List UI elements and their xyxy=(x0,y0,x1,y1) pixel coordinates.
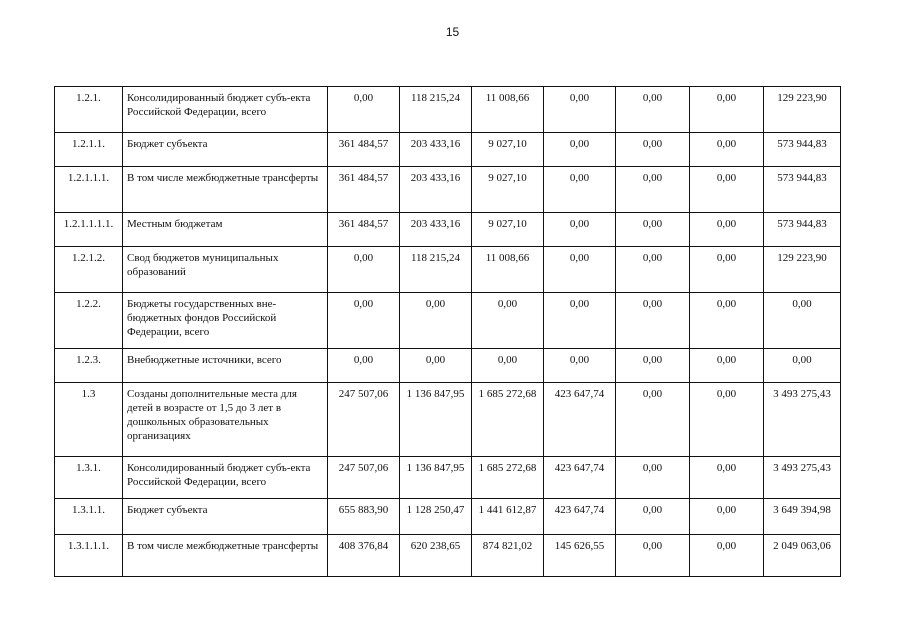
budget-table xyxy=(54,86,841,577)
value-cell: 118 215,24 xyxy=(400,87,472,133)
value-cell: 0,00 xyxy=(616,383,690,457)
row-name: Консолидированный бюджет субъ-екта Российской Федерации, всего xyxy=(123,87,328,133)
value-cell: 145 626,55 xyxy=(544,535,616,577)
value-cell: 0,00 xyxy=(400,293,472,349)
value-cell: 0,00 xyxy=(616,167,690,213)
value-cell: 118 215,24 xyxy=(400,247,472,293)
value-cell: 0,00 xyxy=(690,133,764,167)
value-cell: 573 944,83 xyxy=(764,133,841,167)
row-code: 1.3.1. xyxy=(55,457,123,499)
value-cell: 247 507,06 xyxy=(328,457,400,499)
value-cell: 0,00 xyxy=(616,133,690,167)
table-row xyxy=(55,213,841,247)
row-code: 1.2.1. xyxy=(55,87,123,133)
value-cell: 361 484,57 xyxy=(328,213,400,247)
value-cell: 0,00 xyxy=(328,87,400,133)
value-cell: 1 685 272,68 xyxy=(472,383,544,457)
value-cell: 423 647,74 xyxy=(544,499,616,535)
value-cell: 0,00 xyxy=(328,247,400,293)
value-cell: 1 136 847,95 xyxy=(400,383,472,457)
value-cell: 0,00 xyxy=(690,87,764,133)
value-cell: 0,00 xyxy=(616,457,690,499)
table-row xyxy=(55,349,841,383)
value-cell: 0,00 xyxy=(616,213,690,247)
value-cell: 0,00 xyxy=(544,293,616,349)
value-cell: 408 376,84 xyxy=(328,535,400,577)
value-cell: 1 128 250,47 xyxy=(400,499,472,535)
row-name: Созданы дополнительные места для детей в возрасте от 1,5 до 3 лет в дошкольных образовательных организациях xyxy=(123,383,328,457)
value-cell: 3 493 275,43 xyxy=(764,383,841,457)
value-cell: 0,00 xyxy=(616,499,690,535)
value-cell: 0,00 xyxy=(400,349,472,383)
value-cell: 9 027,10 xyxy=(472,133,544,167)
row-code: 1.3 xyxy=(55,383,123,457)
value-cell: 129 223,90 xyxy=(764,247,841,293)
table-row xyxy=(55,457,841,499)
value-cell: 11 008,66 xyxy=(472,87,544,133)
value-cell: 0,00 xyxy=(690,383,764,457)
budget-table-body xyxy=(55,87,841,577)
value-cell: 0,00 xyxy=(328,293,400,349)
value-cell: 423 647,74 xyxy=(544,383,616,457)
value-cell: 0,00 xyxy=(690,457,764,499)
value-cell: 423 647,74 xyxy=(544,457,616,499)
row-name: В том числе межбюджетные трансферты xyxy=(123,535,328,577)
value-cell: 0,00 xyxy=(616,535,690,577)
page-number: 15 xyxy=(445,25,460,39)
value-cell: 2 049 063,06 xyxy=(764,535,841,577)
value-cell: 1 136 847,95 xyxy=(400,457,472,499)
table-row xyxy=(55,293,841,349)
table-row xyxy=(55,133,841,167)
table-row xyxy=(55,247,841,293)
row-code: 1.2.1.2. xyxy=(55,247,123,293)
value-cell: 0,00 xyxy=(616,247,690,293)
value-cell: 874 821,02 xyxy=(472,535,544,577)
value-cell: 0,00 xyxy=(616,349,690,383)
value-cell: 9 027,10 xyxy=(472,167,544,213)
value-cell: 129 223,90 xyxy=(764,87,841,133)
row-name: Свод бюджетов муниципальных образований xyxy=(123,247,328,293)
value-cell: 247 507,06 xyxy=(328,383,400,457)
value-cell: 361 484,57 xyxy=(328,133,400,167)
row-code: 1.3.1.1.1. xyxy=(55,535,123,577)
value-cell: 573 944,83 xyxy=(764,167,841,213)
row-name: Консолидированный бюджет субъ-екта Российской Федерации, всего xyxy=(123,457,328,499)
value-cell: 361 484,57 xyxy=(328,167,400,213)
row-code: 1.2.2. xyxy=(55,293,123,349)
value-cell: 0,00 xyxy=(690,535,764,577)
row-name: Внебюджетные источники, всего xyxy=(123,349,328,383)
value-cell: 1 441 612,87 xyxy=(472,499,544,535)
value-cell: 620 238,65 xyxy=(400,535,472,577)
value-cell: 0,00 xyxy=(472,293,544,349)
table-row xyxy=(55,87,841,133)
value-cell: 1 685 272,68 xyxy=(472,457,544,499)
value-cell: 3 649 394,98 xyxy=(764,499,841,535)
table-row xyxy=(55,383,841,457)
value-cell: 11 008,66 xyxy=(472,247,544,293)
row-code: 1.2.1.1.1.1. xyxy=(55,213,123,247)
table-row xyxy=(55,535,841,577)
row-code: 1.2.3. xyxy=(55,349,123,383)
value-cell: 3 493 275,43 xyxy=(764,457,841,499)
value-cell: 573 944,83 xyxy=(764,213,841,247)
value-cell: 0,00 xyxy=(328,349,400,383)
value-cell: 0,00 xyxy=(544,87,616,133)
row-name: Бюджет субъекта xyxy=(123,499,328,535)
value-cell: 0,00 xyxy=(616,87,690,133)
row-code: 1.3.1.1. xyxy=(55,499,123,535)
row-name: В том числе межбюджетные трансферты xyxy=(123,167,328,213)
row-code: 1.2.1.1. xyxy=(55,133,123,167)
value-cell: 0,00 xyxy=(690,349,764,383)
row-name: Местным бюджетам xyxy=(123,213,328,247)
value-cell: 0,00 xyxy=(764,349,841,383)
value-cell: 0,00 xyxy=(544,247,616,293)
value-cell: 0,00 xyxy=(544,213,616,247)
row-code: 1.2.1.1.1. xyxy=(55,167,123,213)
table-row xyxy=(55,167,841,213)
value-cell: 203 433,16 xyxy=(400,133,472,167)
value-cell: 655 883,90 xyxy=(328,499,400,535)
value-cell: 9 027,10 xyxy=(472,213,544,247)
value-cell: 0,00 xyxy=(690,293,764,349)
value-cell: 203 433,16 xyxy=(400,167,472,213)
value-cell: 203 433,16 xyxy=(400,213,472,247)
table-row xyxy=(55,499,841,535)
row-name: Бюджеты государственных вне-бюджетных фондов Российской Федерации, всего xyxy=(123,293,328,349)
value-cell: 0,00 xyxy=(690,499,764,535)
value-cell: 0,00 xyxy=(690,213,764,247)
value-cell: 0,00 xyxy=(544,349,616,383)
value-cell: 0,00 xyxy=(764,293,841,349)
value-cell: 0,00 xyxy=(690,247,764,293)
row-name: Бюджет субъекта xyxy=(123,133,328,167)
value-cell: 0,00 xyxy=(544,167,616,213)
value-cell: 0,00 xyxy=(472,349,544,383)
value-cell: 0,00 xyxy=(690,167,764,213)
value-cell: 0,00 xyxy=(616,293,690,349)
value-cell: 0,00 xyxy=(544,133,616,167)
